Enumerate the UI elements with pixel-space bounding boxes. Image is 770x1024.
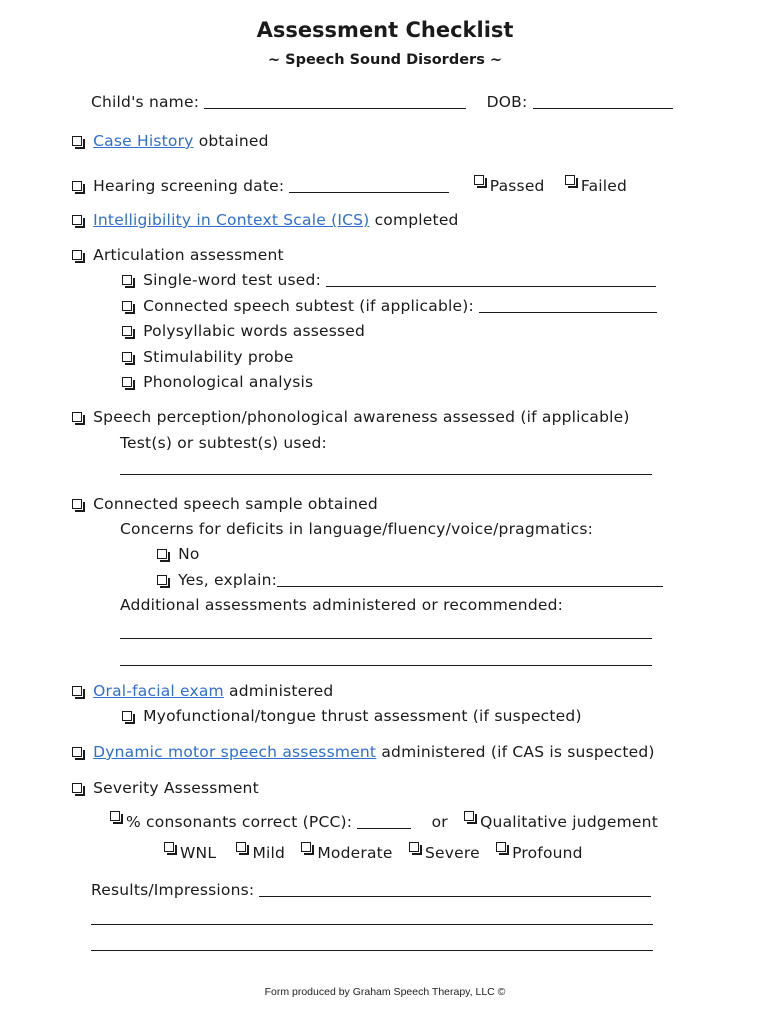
articulation-item (122, 373, 313, 391)
severity-checkbox[interactable] (72, 783, 82, 793)
polysyllabic-label: Polysyllabic words assessed (143, 322, 366, 340)
myofunctional-checkbox[interactable] (122, 711, 132, 721)
ics-link[interactable]: Intelligibility in Context Scale (ICS) (93, 211, 370, 229)
single-word-label: Single-word test used: (143, 271, 321, 289)
connected-subtest-checkbox[interactable] (122, 301, 132, 311)
oral-suffix: administered (229, 682, 334, 700)
severity-row (72, 779, 259, 797)
hearing-date-field[interactable] (289, 180, 449, 193)
profound-label: Profound (512, 844, 583, 862)
articulation-checkbox[interactable] (72, 250, 82, 260)
hearing-label: Hearing screening date: (93, 177, 285, 195)
concerns-yes-label: Yes, explain: (178, 571, 278, 589)
ics-row (72, 211, 459, 229)
results-line[interactable] (91, 950, 653, 951)
articulation-item (122, 297, 657, 315)
moderate-checkbox[interactable] (301, 842, 311, 852)
additional-label: Additional assessments administered or recommended: (120, 596, 564, 614)
connected-label: Connected speech sample obtained (93, 495, 378, 513)
failed-label: Failed (580, 177, 628, 195)
concerns-no-checkbox[interactable] (157, 549, 167, 559)
stimulability-checkbox[interactable] (122, 352, 132, 362)
dynamic-link[interactable]: Dynamic motor speech assessment (93, 743, 377, 761)
additional-line[interactable] (120, 665, 652, 666)
profound-checkbox[interactable] (496, 842, 506, 852)
page-subtitle: ~ Speech Sound Disorders ~ (267, 52, 503, 68)
articulation-item (122, 271, 656, 289)
dob-field[interactable] (533, 96, 673, 109)
hearing-checkbox[interactable] (72, 181, 82, 191)
articulation-item (122, 322, 365, 340)
severity-label: Severity Assessment (93, 779, 259, 797)
phonological-analysis-checkbox[interactable] (122, 377, 132, 387)
pcc-label: % consonants correct (PCC): (126, 813, 353, 831)
qualitative-label: Qualitative judgement (480, 813, 658, 831)
results-line[interactable] (91, 924, 653, 925)
connected-subtest-field[interactable] (479, 300, 657, 313)
passed-label: Passed (489, 177, 545, 195)
mild-label: Mild (252, 844, 286, 862)
concerns-explain-field[interactable] (277, 574, 663, 587)
child-name-label: Child's name: (91, 93, 200, 111)
articulation-item (122, 348, 294, 366)
stimulability-label: Stimulability probe (143, 348, 294, 366)
case-history-row (72, 132, 269, 150)
child-name-field[interactable] (204, 96, 466, 109)
ics-checkbox[interactable] (72, 215, 82, 225)
oral-checkbox[interactable] (72, 686, 82, 696)
pcc-checkbox[interactable] (110, 811, 120, 821)
dob-label: DOB: (486, 93, 528, 111)
articulation-row (72, 246, 284, 264)
failed-checkbox[interactable] (565, 175, 575, 185)
dynamic-checkbox[interactable] (72, 747, 82, 757)
concerns-no-row (157, 545, 200, 563)
perception-label: Speech perception/phonological awareness assessed (if applicable) (93, 408, 630, 426)
concerns-no-label: No (178, 545, 200, 563)
phonological-analysis-label: Phonological analysis (143, 373, 314, 391)
results-row (91, 881, 651, 899)
severity-levels-row (164, 842, 583, 862)
severe-label: Severe (424, 844, 480, 862)
dynamic-suffix: administered (if CAS is suspected) (381, 743, 655, 761)
oral-row (72, 682, 333, 700)
concerns-yes-checkbox[interactable] (157, 575, 167, 585)
qualitative-checkbox[interactable] (464, 811, 474, 821)
single-word-checkbox[interactable] (122, 275, 132, 285)
connected-subtest-label: Connected speech subtest (if applicable): (143, 297, 474, 315)
perception-tests-label: Test(s) or subtest(s) used: (120, 434, 327, 452)
wnl-label: WNL (180, 844, 217, 862)
connected-row (72, 495, 378, 513)
single-word-field[interactable] (326, 274, 656, 287)
perception-checkbox[interactable] (72, 412, 82, 422)
page-title: Assessment Checklist (256, 18, 514, 42)
oral-link[interactable]: Oral-facial exam (93, 682, 224, 700)
child-name-row (91, 93, 673, 111)
concerns-label: Concerns for deficits in language/fluency/voice/pragmatics: (120, 520, 594, 538)
perception-tests-line[interactable] (120, 474, 652, 475)
perception-row (72, 408, 630, 426)
case-history-link[interactable]: Case History (93, 132, 194, 150)
wnl-checkbox[interactable] (164, 842, 174, 852)
pcc-field[interactable] (357, 816, 411, 829)
connected-checkbox[interactable] (72, 499, 82, 509)
myofunctional-label: Myofunctional/tongue thrust assessment (if suspected) (143, 707, 582, 725)
ics-suffix: completed (374, 211, 459, 229)
or-label: or (431, 813, 448, 831)
pcc-row (110, 811, 658, 831)
case-history-suffix: obtained (198, 132, 269, 150)
case-history-checkbox[interactable] (72, 136, 82, 146)
articulation-label: Articulation assessment (93, 246, 284, 264)
passed-checkbox[interactable] (474, 175, 484, 185)
moderate-label: Moderate (317, 844, 393, 862)
additional-line[interactable] (120, 638, 652, 639)
dynamic-row (72, 743, 655, 761)
severe-checkbox[interactable] (409, 842, 419, 852)
results-field[interactable] (259, 884, 651, 897)
results-label: Results/Impressions: (91, 881, 255, 899)
footer-credit: Form produced by Graham Speech Therapy, LLC © (264, 986, 506, 998)
myofunctional-row (122, 707, 582, 725)
polysyllabic-checkbox[interactable] (122, 326, 132, 336)
hearing-row (72, 175, 627, 195)
concerns-yes-row (157, 571, 663, 589)
mild-checkbox[interactable] (236, 842, 246, 852)
